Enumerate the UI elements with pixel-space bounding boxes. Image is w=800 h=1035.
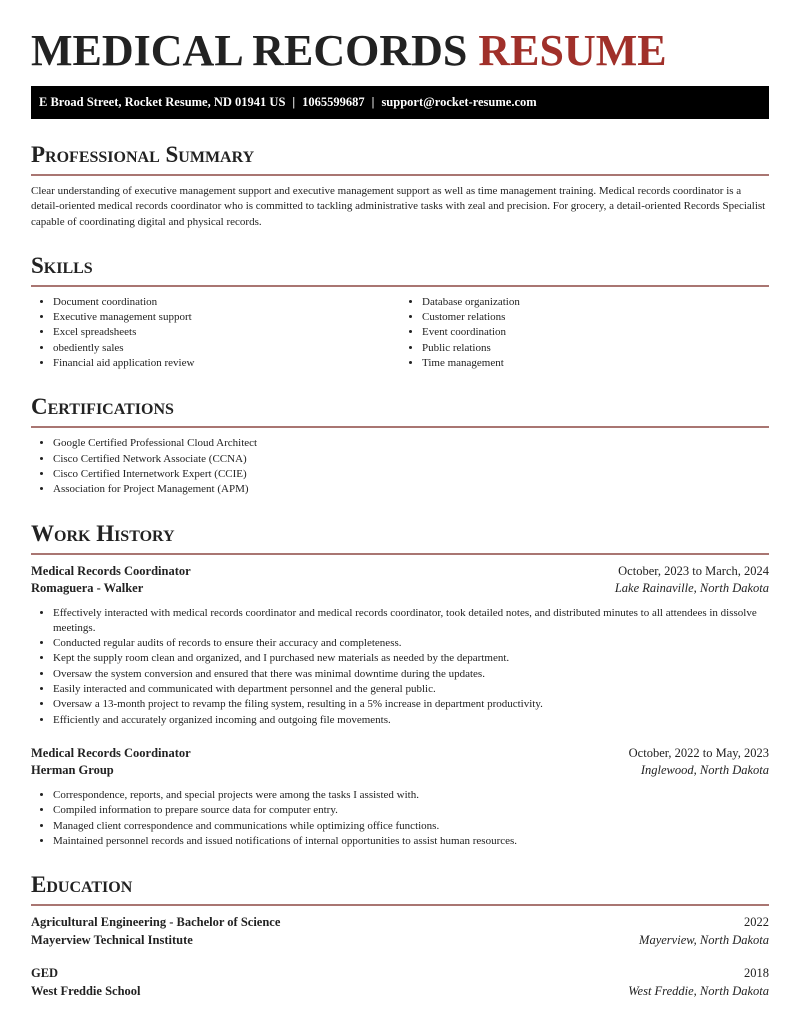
summary-text: Clear understanding of executive management support and executive management support as well as time management training. Medical records coordinator is a detail-oriented medical records coordinator who is committed to tackling administrative tasks with zeal and precision. For grocery, a detail-oriented Records Specialist capable of coordinating digital and physical records. — [31, 185, 766, 228]
certifications-list — [31, 436, 769, 497]
contact-phone: 1065599687 — [302, 95, 365, 109]
education-school-row — [31, 932, 769, 950]
title-accent: RESUME — [478, 26, 667, 75]
list-item: • Managed client correspondence and communications while optimizing office functions. — [53, 819, 769, 834]
job-header-row — [31, 563, 769, 581]
list-item: • Financial aid application review — [53, 356, 400, 371]
list-item: • Executive management support — [53, 310, 400, 325]
list-item: • Cisco Certified Network Associate (CCNA) — [53, 452, 769, 467]
skills-column-left — [31, 295, 400, 371]
list-item: • Association for Project Management (APM) — [53, 482, 769, 497]
job-company-row — [31, 762, 769, 780]
education-school-row — [31, 983, 769, 1001]
list-item: • Easily interacted and communicated with department personnel and the general public. — [53, 682, 769, 697]
job-entry — [31, 563, 769, 728]
education-school: Mayerview Technical Institute — [31, 932, 193, 947]
education-list — [31, 914, 769, 1000]
list-item: • Oversaw a 13-month project to revamp the filing system, resulting in a 5% increase in department productivity. — [53, 697, 769, 712]
work-history — [31, 563, 769, 850]
skills-column-right — [400, 295, 769, 371]
job-bullets — [31, 788, 769, 849]
job-bullets — [31, 606, 769, 728]
section-heading-summary: Professional Summary — [31, 141, 769, 176]
job-company: Herman Group — [31, 763, 114, 778]
job-location: Inglewood, North Dakota — [640, 763, 769, 778]
contact-email[interactable]: support@rocket-resume.com — [381, 95, 537, 109]
list-item: • Document coordination — [53, 295, 400, 310]
list-item: • Public relations — [422, 341, 769, 356]
job-entry — [31, 745, 769, 849]
list-item: • Google Certified Professional Cloud Architect — [53, 436, 769, 451]
list-item: • Correspondence, reports, and special projects were among the tasks I assisted with. — [53, 788, 769, 803]
skills-list — [31, 287, 769, 371]
job-company-row — [31, 580, 769, 598]
list-item: • Efficiently and accurately organized incoming and outgoing file movements. — [53, 713, 769, 728]
job-title: Medical Records Coordinator — [31, 563, 191, 578]
section-heading-work: Work History — [31, 520, 769, 555]
section-heading-certifications: Certifications — [31, 393, 769, 428]
education-header-row — [31, 914, 769, 932]
list-item: • Maintained personnel records and issued notifications of internal opportunities to assist human resources. — [53, 834, 769, 849]
list-item: • obediently sales — [53, 341, 400, 356]
list-item: • Compiled information to prepare source data for computer entry. — [53, 803, 769, 818]
list-item: • Excel spreadsheets — [53, 325, 400, 340]
job-header-row — [31, 745, 769, 763]
job-company: Romaguera - Walker — [31, 581, 144, 596]
education-year: 2018 — [744, 966, 769, 981]
job-title: Medical Records Coordinator — [31, 745, 191, 760]
list-item: • Database organization — [422, 295, 769, 310]
resume-title: MEDICAL RECORDS RESUME — [31, 26, 667, 75]
list-item: • Oversaw the system conversion and ensured that there was minimal downtime during the updates. — [53, 667, 769, 682]
list-item: • Cisco Certified Internetwork Expert (CCIE) — [53, 467, 769, 482]
list-item: • Time management — [422, 356, 769, 371]
education-entry — [31, 914, 769, 949]
education-degree: GED — [31, 966, 59, 981]
education-entry — [31, 965, 769, 1000]
list-item: • Conducted regular audits of records to ensure their accuracy and completeness. — [53, 636, 769, 651]
job-dates: October, 2023 to March, 2024 — [618, 563, 769, 578]
education-location: West Freddie, North Dakota — [628, 983, 769, 998]
list-item: • Effectively interacted with medical records coordinator and medical records coordinator, took detailed notes, and distributed minutes to all attendees in dissolve meetings. — [53, 606, 769, 637]
contact-bar: E Broad Street, Rocket Resume, ND 01941 US | 1065599687 | support@rocket-resume.com — [31, 86, 769, 119]
education-degree: Agricultural Engineering - Bachelor of Science — [31, 915, 281, 930]
job-dates: October, 2022 to May, 2023 — [628, 745, 769, 760]
education-school: West Freddie School — [31, 983, 141, 998]
list-item: • Event coordination — [422, 325, 769, 340]
job-location: Lake Rainaville, North Dakota — [614, 581, 769, 596]
section-heading-education: Education — [31, 871, 769, 906]
contact-address: E Broad Street, Rocket Resume, ND 01941 US — [39, 95, 286, 109]
education-location: Mayerview, North Dakota — [639, 932, 769, 947]
education-header-row — [31, 965, 769, 983]
section-heading-skills: Skills — [31, 252, 769, 287]
education-year: 2022 — [744, 915, 769, 930]
list-item: • Kept the supply room clean and organized, and I purchased new materials as needed by the department. — [53, 651, 769, 666]
list-item: • Customer relations — [422, 310, 769, 325]
